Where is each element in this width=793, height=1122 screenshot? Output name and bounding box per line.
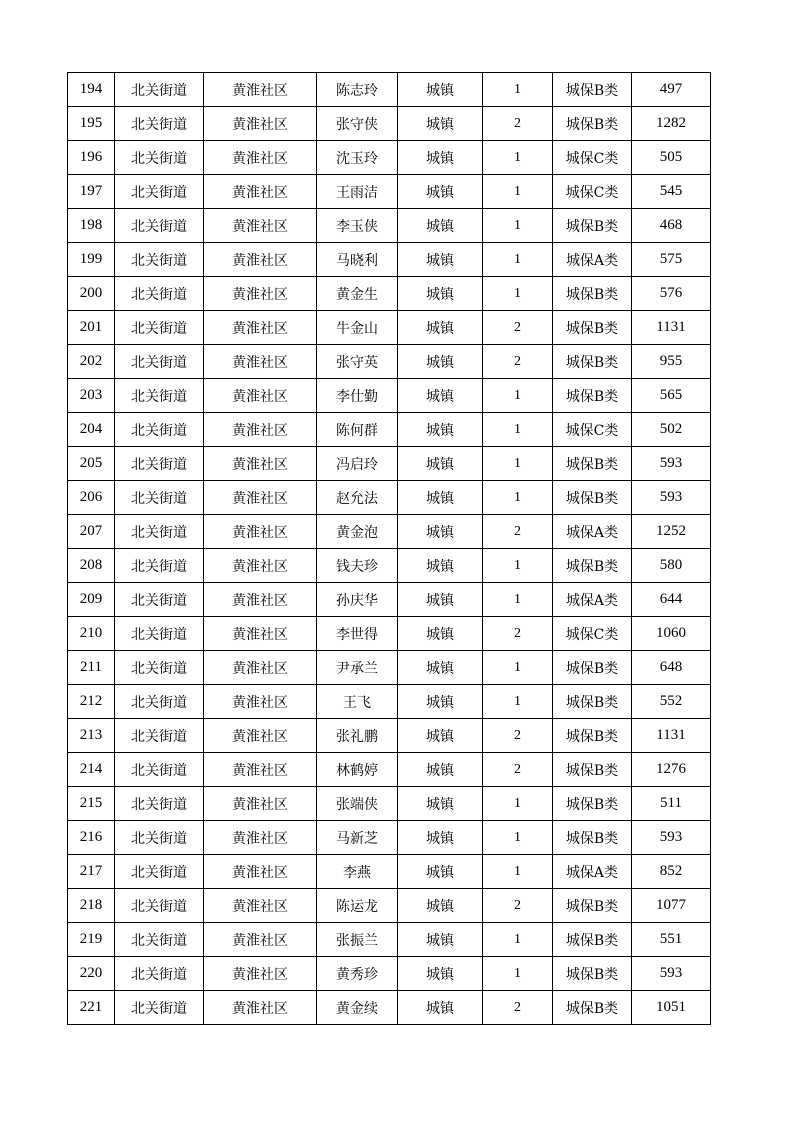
community-cell: 黄淮社区 <box>204 515 317 549</box>
community-cell: 黄淮社区 <box>204 549 317 583</box>
row-number-cell: 217 <box>68 855 115 889</box>
person-count-cell: 2 <box>483 617 553 651</box>
row-number-cell: 215 <box>68 787 115 821</box>
insurance-category-cell: 城保B类 <box>553 923 632 957</box>
name-cell: 黄金生 <box>317 277 398 311</box>
community-cell: 黄淮社区 <box>204 107 317 141</box>
household-type-cell: 城镇 <box>398 175 483 209</box>
community-cell: 黄淮社区 <box>204 243 317 277</box>
amount-cell: 1252 <box>632 515 711 549</box>
insurance-category-cell: 城保C类 <box>553 141 632 175</box>
table-row <box>68 991 711 1025</box>
table-row <box>68 345 711 379</box>
subdistrict-cell: 北关街道 <box>115 787 204 821</box>
community-cell: 黄淮社区 <box>204 277 317 311</box>
row-number-cell: 216 <box>68 821 115 855</box>
person-count-cell: 2 <box>483 889 553 923</box>
community-cell: 黄淮社区 <box>204 787 317 821</box>
person-count-cell: 1 <box>483 73 553 107</box>
household-type-cell: 城镇 <box>398 923 483 957</box>
person-count-cell: 1 <box>483 583 553 617</box>
household-type-cell: 城镇 <box>398 889 483 923</box>
person-count-cell: 1 <box>483 209 553 243</box>
insurance-category-cell: 城保B类 <box>553 107 632 141</box>
row-number-cell: 210 <box>68 617 115 651</box>
subdistrict-cell: 北关街道 <box>115 73 204 107</box>
row-number-cell: 220 <box>68 957 115 991</box>
insurance-category-cell: 城保B类 <box>553 889 632 923</box>
household-type-cell: 城镇 <box>398 991 483 1025</box>
insurance-category-cell: 城保B类 <box>553 277 632 311</box>
subdistrict-cell: 北关街道 <box>115 957 204 991</box>
row-number-cell: 196 <box>68 141 115 175</box>
row-number-cell: 200 <box>68 277 115 311</box>
community-cell: 黄淮社区 <box>204 617 317 651</box>
subdistrict-cell: 北关街道 <box>115 651 204 685</box>
insurance-category-cell: 城保A类 <box>553 515 632 549</box>
table-row <box>68 209 711 243</box>
insurance-category-cell: 城保B类 <box>553 957 632 991</box>
household-type-cell: 城镇 <box>398 957 483 991</box>
amount-cell: 1060 <box>632 617 711 651</box>
row-number-cell: 219 <box>68 923 115 957</box>
subdistrict-cell: 北关街道 <box>115 855 204 889</box>
amount-cell: 551 <box>632 923 711 957</box>
table-row <box>68 311 711 345</box>
community-cell: 黄淮社区 <box>204 957 317 991</box>
insurance-category-cell: 城保B类 <box>553 685 632 719</box>
row-number-cell: 197 <box>68 175 115 209</box>
amount-cell: 576 <box>632 277 711 311</box>
community-cell: 黄淮社区 <box>204 379 317 413</box>
subdistrict-cell: 北关街道 <box>115 481 204 515</box>
household-type-cell: 城镇 <box>398 243 483 277</box>
name-cell: 林鹤婷 <box>317 753 398 787</box>
table-row <box>68 753 711 787</box>
name-cell: 张端侠 <box>317 787 398 821</box>
name-cell: 陈运龙 <box>317 889 398 923</box>
community-cell: 黄淮社区 <box>204 311 317 345</box>
row-number-cell: 204 <box>68 413 115 447</box>
community-cell: 黄淮社区 <box>204 447 317 481</box>
person-count-cell: 2 <box>483 753 553 787</box>
name-cell: 李世得 <box>317 617 398 651</box>
amount-cell: 1051 <box>632 991 711 1025</box>
row-number-cell: 199 <box>68 243 115 277</box>
amount-cell: 502 <box>632 413 711 447</box>
subdistrict-cell: 北关街道 <box>115 311 204 345</box>
subdistrict-cell: 北关街道 <box>115 719 204 753</box>
row-number-cell: 205 <box>68 447 115 481</box>
name-cell: 牛金山 <box>317 311 398 345</box>
row-number-cell: 202 <box>68 345 115 379</box>
name-cell: 黄秀珍 <box>317 957 398 991</box>
amount-cell: 1131 <box>632 311 711 345</box>
community-cell: 黄淮社区 <box>204 753 317 787</box>
name-cell: 李燕 <box>317 855 398 889</box>
household-type-cell: 城镇 <box>398 515 483 549</box>
community-cell: 黄淮社区 <box>204 685 317 719</box>
subdistrict-cell: 北关街道 <box>115 447 204 481</box>
person-count-cell: 1 <box>483 175 553 209</box>
subdistrict-cell: 北关街道 <box>115 277 204 311</box>
name-cell: 马晓利 <box>317 243 398 277</box>
subdistrict-cell: 北关街道 <box>115 345 204 379</box>
amount-cell: 545 <box>632 175 711 209</box>
row-number-cell: 213 <box>68 719 115 753</box>
amount-cell: 575 <box>632 243 711 277</box>
amount-cell: 955 <box>632 345 711 379</box>
row-number-cell: 201 <box>68 311 115 345</box>
table-row <box>68 277 711 311</box>
table-row <box>68 957 711 991</box>
community-cell: 黄淮社区 <box>204 175 317 209</box>
person-count-cell: 1 <box>483 957 553 991</box>
name-cell: 陈何群 <box>317 413 398 447</box>
name-cell: 王雨洁 <box>317 175 398 209</box>
household-type-cell: 城镇 <box>398 617 483 651</box>
name-cell: 黄金泡 <box>317 515 398 549</box>
table-row <box>68 107 711 141</box>
name-cell: 孙庆华 <box>317 583 398 617</box>
community-cell: 黄淮社区 <box>204 141 317 175</box>
subdistrict-cell: 北关街道 <box>115 413 204 447</box>
name-cell: 黄金续 <box>317 991 398 1025</box>
table-row <box>68 821 711 855</box>
person-count-cell: 1 <box>483 413 553 447</box>
household-type-cell: 城镇 <box>398 481 483 515</box>
subdistrict-cell: 北关街道 <box>115 991 204 1025</box>
household-type-cell: 城镇 <box>398 73 483 107</box>
person-count-cell: 1 <box>483 141 553 175</box>
amount-cell: 565 <box>632 379 711 413</box>
row-number-cell: 203 <box>68 379 115 413</box>
table-row <box>68 379 711 413</box>
insurance-category-cell: 城保A类 <box>553 855 632 889</box>
subdistrict-cell: 北关街道 <box>115 753 204 787</box>
name-cell: 王飞 <box>317 685 398 719</box>
person-count-cell: 2 <box>483 345 553 379</box>
subdistrict-cell: 北关街道 <box>115 821 204 855</box>
row-number-cell: 221 <box>68 991 115 1025</box>
insurance-category-cell: 城保B类 <box>553 719 632 753</box>
household-type-cell: 城镇 <box>398 311 483 345</box>
table-row <box>68 447 711 481</box>
community-cell: 黄淮社区 <box>204 991 317 1025</box>
row-number-cell: 206 <box>68 481 115 515</box>
table-row <box>68 583 711 617</box>
amount-cell: 644 <box>632 583 711 617</box>
community-cell: 黄淮社区 <box>204 855 317 889</box>
insurance-category-cell: 城保B类 <box>553 447 632 481</box>
table-row <box>68 855 711 889</box>
community-cell: 黄淮社区 <box>204 923 317 957</box>
community-cell: 黄淮社区 <box>204 345 317 379</box>
name-cell: 李玉侠 <box>317 209 398 243</box>
insurance-category-cell: 城保C类 <box>553 175 632 209</box>
row-number-cell: 207 <box>68 515 115 549</box>
amount-cell: 580 <box>632 549 711 583</box>
name-cell: 张振兰 <box>317 923 398 957</box>
insurance-category-cell: 城保B类 <box>553 311 632 345</box>
person-count-cell: 1 <box>483 447 553 481</box>
community-cell: 黄淮社区 <box>204 821 317 855</box>
household-type-cell: 城镇 <box>398 753 483 787</box>
insurance-category-cell: 城保B类 <box>553 345 632 379</box>
name-cell: 尹承兰 <box>317 651 398 685</box>
household-type-cell: 城镇 <box>398 345 483 379</box>
household-type-cell: 城镇 <box>398 583 483 617</box>
row-number-cell: 212 <box>68 685 115 719</box>
amount-cell: 505 <box>632 141 711 175</box>
amount-cell: 497 <box>632 73 711 107</box>
amount-cell: 1077 <box>632 889 711 923</box>
person-count-cell: 1 <box>483 923 553 957</box>
amount-cell: 1276 <box>632 753 711 787</box>
amount-cell: 593 <box>632 481 711 515</box>
insurance-category-cell: 城保C类 <box>553 617 632 651</box>
community-cell: 黄淮社区 <box>204 413 317 447</box>
amount-cell: 552 <box>632 685 711 719</box>
person-count-cell: 1 <box>483 481 553 515</box>
person-count-cell: 1 <box>483 379 553 413</box>
row-number-cell: 198 <box>68 209 115 243</box>
table-row <box>68 141 711 175</box>
person-count-cell: 1 <box>483 821 553 855</box>
insurance-category-cell: 城保A类 <box>553 243 632 277</box>
table-row <box>68 617 711 651</box>
table-row <box>68 651 711 685</box>
table-body <box>68 73 711 1025</box>
name-cell: 沈玉玲 <box>317 141 398 175</box>
table-row <box>68 719 711 753</box>
insurance-category-cell: 城保A类 <box>553 583 632 617</box>
household-type-cell: 城镇 <box>398 787 483 821</box>
subdistrict-cell: 北关街道 <box>115 549 204 583</box>
person-count-cell: 2 <box>483 719 553 753</box>
name-cell: 马新芝 <box>317 821 398 855</box>
amount-cell: 852 <box>632 855 711 889</box>
community-cell: 黄淮社区 <box>204 651 317 685</box>
person-count-cell: 1 <box>483 651 553 685</box>
table-row <box>68 549 711 583</box>
insurance-category-cell: 城保B类 <box>553 651 632 685</box>
table-row <box>68 889 711 923</box>
insurance-category-cell: 城保B类 <box>553 753 632 787</box>
insurance-category-cell: 城保B类 <box>553 481 632 515</box>
person-count-cell: 1 <box>483 685 553 719</box>
subdistrict-cell: 北关街道 <box>115 685 204 719</box>
household-type-cell: 城镇 <box>398 821 483 855</box>
household-type-cell: 城镇 <box>398 855 483 889</box>
table-row <box>68 175 711 209</box>
household-type-cell: 城镇 <box>398 107 483 141</box>
insurance-category-cell: 城保B类 <box>553 821 632 855</box>
amount-cell: 1282 <box>632 107 711 141</box>
subdistrict-cell: 北关街道 <box>115 141 204 175</box>
subdistrict-cell: 北关街道 <box>115 175 204 209</box>
table-row <box>68 413 711 447</box>
name-cell: 张礼鹏 <box>317 719 398 753</box>
subdistrict-cell: 北关街道 <box>115 243 204 277</box>
amount-cell: 593 <box>632 821 711 855</box>
insurance-category-cell: 城保B类 <box>553 549 632 583</box>
table-row <box>68 515 711 549</box>
person-count-cell: 2 <box>483 107 553 141</box>
person-count-cell: 1 <box>483 855 553 889</box>
subdistrict-cell: 北关街道 <box>115 617 204 651</box>
community-cell: 黄淮社区 <box>204 209 317 243</box>
household-type-cell: 城镇 <box>398 719 483 753</box>
subdistrict-cell: 北关街道 <box>115 889 204 923</box>
household-type-cell: 城镇 <box>398 141 483 175</box>
row-number-cell: 208 <box>68 549 115 583</box>
person-count-cell: 2 <box>483 991 553 1025</box>
subdistrict-cell: 北关街道 <box>115 379 204 413</box>
amount-cell: 648 <box>632 651 711 685</box>
name-cell: 张守英 <box>317 345 398 379</box>
name-cell: 冯启玲 <box>317 447 398 481</box>
household-type-cell: 城镇 <box>398 379 483 413</box>
household-type-cell: 城镇 <box>398 209 483 243</box>
name-cell: 陈志玲 <box>317 73 398 107</box>
household-type-cell: 城镇 <box>398 685 483 719</box>
household-type-cell: 城镇 <box>398 447 483 481</box>
row-number-cell: 218 <box>68 889 115 923</box>
amount-cell: 593 <box>632 957 711 991</box>
household-type-cell: 城镇 <box>398 413 483 447</box>
row-number-cell: 194 <box>68 73 115 107</box>
data-table <box>67 72 711 1025</box>
table-row <box>68 685 711 719</box>
insurance-category-cell: 城保C类 <box>553 413 632 447</box>
subdistrict-cell: 北关街道 <box>115 923 204 957</box>
community-cell: 黄淮社区 <box>204 583 317 617</box>
name-cell: 李仕勤 <box>317 379 398 413</box>
amount-cell: 468 <box>632 209 711 243</box>
row-number-cell: 211 <box>68 651 115 685</box>
subdistrict-cell: 北关街道 <box>115 107 204 141</box>
person-count-cell: 2 <box>483 311 553 345</box>
community-cell: 黄淮社区 <box>204 73 317 107</box>
insurance-category-cell: 城保B类 <box>553 991 632 1025</box>
table-row <box>68 481 711 515</box>
person-count-cell: 2 <box>483 515 553 549</box>
person-count-cell: 1 <box>483 787 553 821</box>
subdistrict-cell: 北关街道 <box>115 515 204 549</box>
subdistrict-cell: 北关街道 <box>115 583 204 617</box>
table-row <box>68 243 711 277</box>
household-type-cell: 城镇 <box>398 549 483 583</box>
person-count-cell: 1 <box>483 549 553 583</box>
name-cell: 张守侠 <box>317 107 398 141</box>
table-row <box>68 73 711 107</box>
subdistrict-cell: 北关街道 <box>115 209 204 243</box>
community-cell: 黄淮社区 <box>204 719 317 753</box>
row-number-cell: 214 <box>68 753 115 787</box>
amount-cell: 1131 <box>632 719 711 753</box>
insurance-category-cell: 城保B类 <box>553 209 632 243</box>
household-type-cell: 城镇 <box>398 651 483 685</box>
insurance-category-cell: 城保B类 <box>553 73 632 107</box>
row-number-cell: 209 <box>68 583 115 617</box>
amount-cell: 593 <box>632 447 711 481</box>
person-count-cell: 1 <box>483 243 553 277</box>
table-row <box>68 923 711 957</box>
insurance-category-cell: 城保B类 <box>553 379 632 413</box>
person-count-cell: 1 <box>483 277 553 311</box>
community-cell: 黄淮社区 <box>204 889 317 923</box>
name-cell: 赵允法 <box>317 481 398 515</box>
household-type-cell: 城镇 <box>398 277 483 311</box>
row-number-cell: 195 <box>68 107 115 141</box>
name-cell: 钱夫珍 <box>317 549 398 583</box>
community-cell: 黄淮社区 <box>204 481 317 515</box>
insurance-category-cell: 城保B类 <box>553 787 632 821</box>
table-row <box>68 787 711 821</box>
amount-cell: 511 <box>632 787 711 821</box>
